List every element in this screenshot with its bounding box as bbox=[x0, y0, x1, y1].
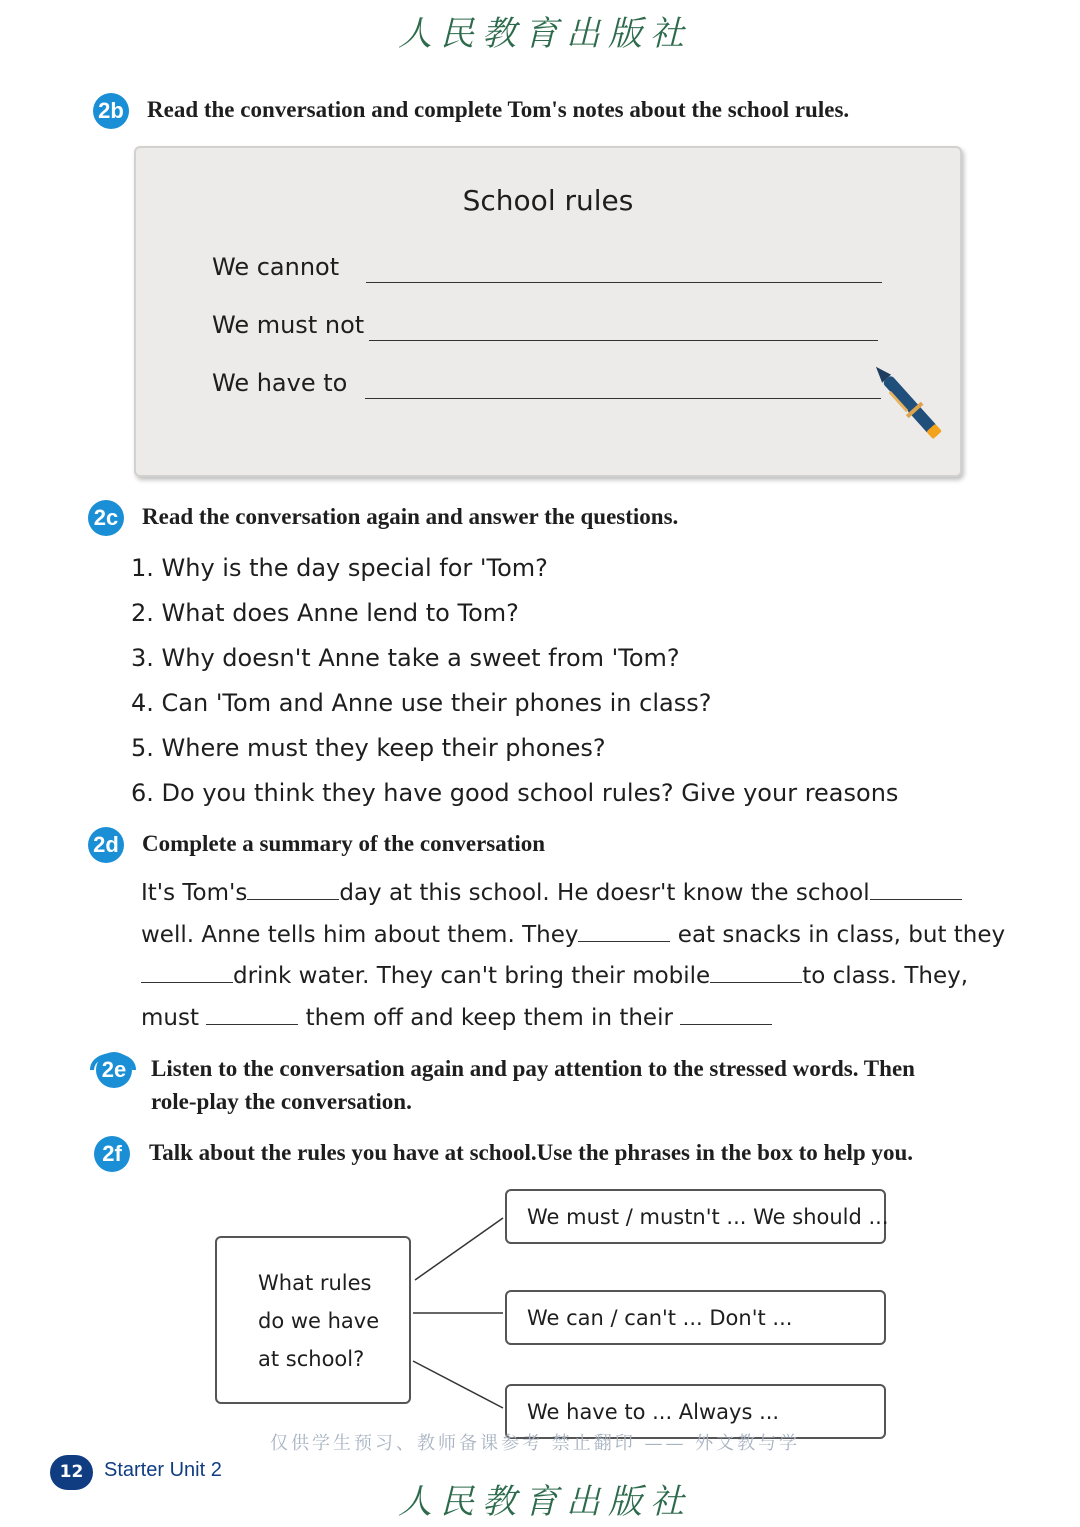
summary-text: them off and keep them in their bbox=[298, 1005, 681, 1031]
pen-icon bbox=[864, 352, 944, 444]
summary-line-3 bbox=[141, 962, 968, 989]
question-line-1: What rules bbox=[258, 1271, 372, 1295]
question-5: 5. Where must they keep their phones? bbox=[131, 734, 606, 762]
publisher-logo-bottom: 人民教育出版社 bbox=[398, 1482, 692, 1522]
question-6: 6. Do you think they have good school rules? Give your reasons bbox=[131, 779, 899, 807]
summary-blank-1[interactable] bbox=[247, 879, 339, 900]
phrase-text-must: We must / mustn't ... We should ... bbox=[527, 1205, 889, 1229]
summary-text: day at this school. He doesr't know the school bbox=[339, 880, 870, 906]
page-number-badge: 12 bbox=[50, 1455, 93, 1490]
school-rules-panel bbox=[134, 146, 962, 477]
instruction-2c: Read the conversation again and answer the questions. bbox=[142, 504, 679, 529]
instruction-2e-line1: Listen to the conversation again and pay attention to the stressed words. Then bbox=[151, 1056, 915, 1081]
answer-line-must-not[interactable] bbox=[369, 340, 878, 341]
watermark: 仅供学生预习、教师备课参考 禁止翻印 —— 外文教与学 bbox=[270, 1433, 801, 1454]
instruction-2d: Complete a summary of the conversation bbox=[142, 831, 546, 856]
summary-text: well. Anne tells him about them. They bbox=[141, 922, 579, 948]
phrase-box-must bbox=[505, 1189, 889, 1244]
question-box bbox=[215, 1236, 411, 1404]
badge-2e: 2e bbox=[96, 1052, 132, 1088]
badge-2b: 2b bbox=[93, 93, 129, 129]
rule-label-have-to: We have to bbox=[212, 369, 348, 397]
question-4: 4. Can 'Tom and Anne use their phones in class? bbox=[131, 689, 712, 717]
rule-label-cannot: We cannot bbox=[212, 253, 340, 281]
summary-line-1 bbox=[141, 879, 962, 906]
summary-blank-3[interactable] bbox=[578, 921, 670, 942]
summary-text: It's Tom's bbox=[141, 880, 248, 906]
answer-line-have-to[interactable] bbox=[365, 398, 881, 399]
panel-title: School rules bbox=[462, 184, 634, 217]
question-line-2: do we have bbox=[258, 1309, 380, 1333]
badge-2d: 2d bbox=[88, 827, 124, 863]
summary-text: eat snacks in class, but they bbox=[670, 922, 1006, 948]
summary-blank-7[interactable] bbox=[680, 1004, 772, 1025]
badge-2f: 2f bbox=[94, 1136, 130, 1172]
connector-lines bbox=[410, 1200, 510, 1430]
publisher-logo-top: 人民教育出版社 bbox=[398, 14, 692, 54]
summary-blank-5[interactable] bbox=[710, 962, 802, 983]
instruction-2e-line2: role-play the conversation. bbox=[151, 1089, 412, 1114]
question-3: 3. Why doesn't Anne take a sweet from 'Tom? bbox=[131, 644, 680, 672]
question-2: 2. What does Anne lend to Tom? bbox=[131, 599, 519, 627]
unit-label: Starter Unit 2 bbox=[104, 1459, 222, 1481]
answer-line-cannot[interactable] bbox=[366, 282, 882, 283]
summary-blank-6[interactable] bbox=[206, 1004, 298, 1025]
badge-2c: 2c bbox=[88, 500, 124, 536]
instruction-2b: Read the conversation and complete Tom's notes about the school rules. bbox=[147, 97, 850, 122]
summary-line-4 bbox=[141, 1004, 772, 1031]
phrase-text-can: We can / can't ... Don't ... bbox=[527, 1306, 793, 1330]
summary-line-2 bbox=[141, 921, 1005, 948]
question-1: 1. Why is the day special for 'Tom? bbox=[131, 554, 548, 582]
summary-text: drink water. They can't bring their mobile bbox=[233, 963, 711, 989]
question-line-3: at school? bbox=[258, 1347, 365, 1371]
phrase-box-can bbox=[505, 1290, 886, 1345]
summary-text: must bbox=[141, 1005, 207, 1031]
summary-text: to class. They, bbox=[802, 963, 969, 989]
summary-blank-4[interactable] bbox=[141, 962, 233, 983]
instruction-2f: Talk about the rules you have at school.Use the phrases in the box to help you. bbox=[149, 1140, 913, 1165]
phrase-text-have-to: We have to ... Always ... bbox=[527, 1400, 780, 1424]
rule-label-must-not: We must not bbox=[212, 311, 365, 339]
summary-blank-2[interactable] bbox=[870, 879, 962, 900]
